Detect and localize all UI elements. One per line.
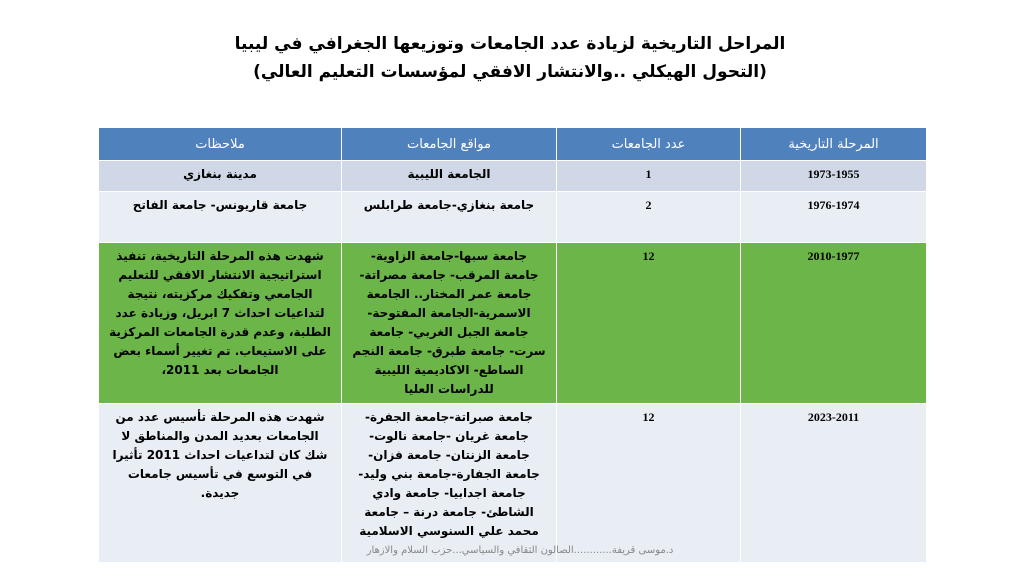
- table-header-row: [99, 128, 927, 161]
- page-title: [180, 30, 840, 86]
- cell-count: 12: [557, 404, 741, 563]
- table-row: [99, 161, 927, 192]
- title-line-2: (التحول الهيكلي ..والانتشار الافقي لمؤسسات التعليم العالي): [253, 62, 767, 82]
- header-period: المرحلة التاريخية: [741, 128, 927, 161]
- cell-locations: الجامعة الليبية: [342, 161, 557, 192]
- header-notes: ملاحظات: [99, 128, 342, 161]
- cell-notes: مدينة بنغازي: [99, 161, 342, 192]
- cell-count: 1: [557, 161, 741, 192]
- title-line-1: المراحل التاريخية لزيادة عدد الجامعات وتوزيعها الجغرافي في ليبيا: [234, 34, 786, 54]
- cell-period: 1973-1955: [741, 161, 927, 192]
- cell-locations: جامعة سبها-جامعة الزاوية- جامعة المرقب- جامعة مصراتة-جامعة عمر المختار.. الجامعة الاسمرية-الجامعة المفتوحة-جامعة الجبل الغربي- جامعة سرت- جامعة طبرق- جامعة النجم الساطع- الاكاديمية الليبية للدراسات العليا: [342, 243, 557, 404]
- cell-count: 12: [557, 243, 741, 404]
- table-row: [99, 404, 927, 563]
- universities-table: [98, 127, 927, 563]
- cell-period: 2023-2011: [741, 404, 927, 563]
- cell-notes: شهدت هذه المرحلة تأسيس عدد من الجامعات بعديد المدن والمناطق لا شك كان لتداعيات احداث 2011 تأثيرا في التوسع في تأسيس جامعات جديدة.: [99, 404, 342, 563]
- cell-notes: جامعة قاريونس- جامعة الفاتح: [99, 192, 342, 243]
- cell-locations: جامعة صبراتة-جامعة الجفرة-جامعة غريان -جامعة نالوت- جامعة الزنتان- جامعة فزان- جامعة الجفارة-جامعة بني وليد-جامعة اجدابيا- جامعة وادي الشاطئ- جامعة درنة – جامعة محمد علي السنوسي الاسلامية: [342, 404, 557, 563]
- cell-count: 2: [557, 192, 741, 243]
- table-row: [99, 243, 927, 404]
- cell-locations: جامعة بنغازي-جامعة طرابلس: [342, 192, 557, 243]
- footer-credit: د.موسى قريفة............الصالون الثقافي والسياسي...حزب السلام والازهار: [366, 545, 674, 556]
- header-count: عدد الجامعات: [557, 128, 741, 161]
- cell-period: 1976-1974: [741, 192, 927, 243]
- table-row: [99, 192, 927, 243]
- cell-notes: شهدت هذه المرحلة التاريخية، تنفيذ استراتيجية الانتشار الافقي للتعليم الجامعي وتفكيك مركزيته، نتيجة لتداعيات احداث 7 ابريل، وزيادة عدد الطلبة، وعدم قدرة الجامعات المركزية على الاستيعاب. تم تغيير أسماء بعض الجامعات بعد 2011،: [99, 243, 342, 404]
- header-locations: مواقع الجامعات: [342, 128, 557, 161]
- cell-period: 2010-1977: [741, 243, 927, 404]
